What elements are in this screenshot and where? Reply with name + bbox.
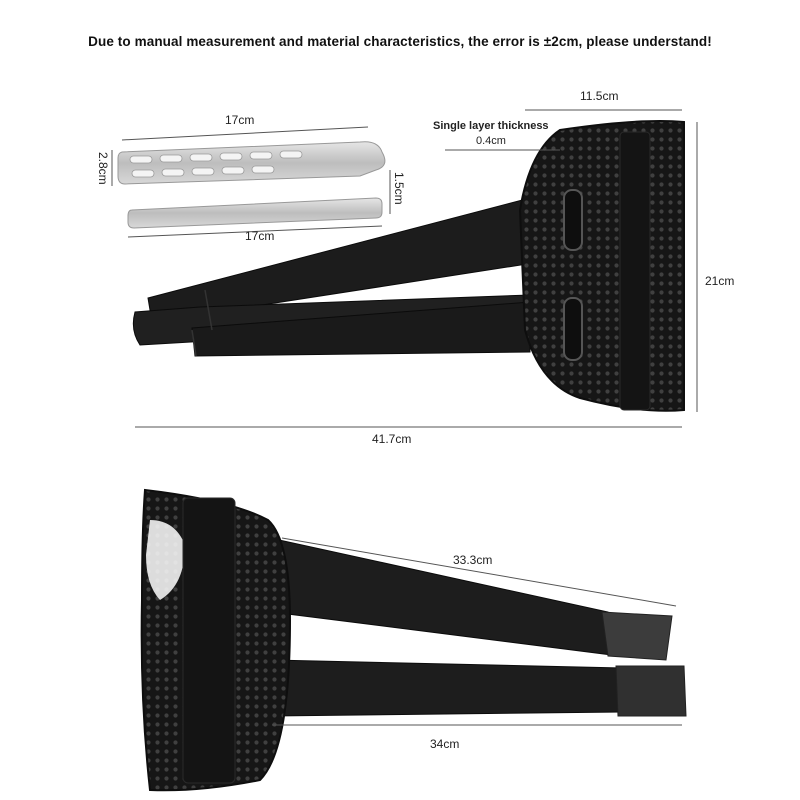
perforated-stay-length-label: 17cm bbox=[225, 113, 255, 127]
bottom-brace bbox=[142, 490, 686, 790]
flat-stay-length-label: 17cm bbox=[245, 229, 275, 243]
top-width-label: 11.5cm bbox=[580, 89, 619, 103]
notice-text: Due to manual measurement and material characteristics, the error is ±2cm, please understand! bbox=[88, 34, 712, 49]
total-length-label: 41.7cm bbox=[372, 432, 412, 446]
height-label: 21cm bbox=[705, 274, 735, 288]
flat-stay-width-label: 1.5cm bbox=[392, 172, 406, 205]
upper-strap-length-label: 33.3cm bbox=[453, 553, 493, 567]
perforated-stay-width-label: 2.8cm bbox=[96, 152, 110, 185]
lower-strap-length-label: 34cm bbox=[430, 737, 460, 751]
thickness-label: Single layer thickness bbox=[433, 120, 549, 132]
perforated-metal-stay bbox=[118, 142, 385, 184]
flat-metal-stay bbox=[128, 198, 382, 228]
thickness-value: 0.4cm bbox=[476, 135, 506, 147]
